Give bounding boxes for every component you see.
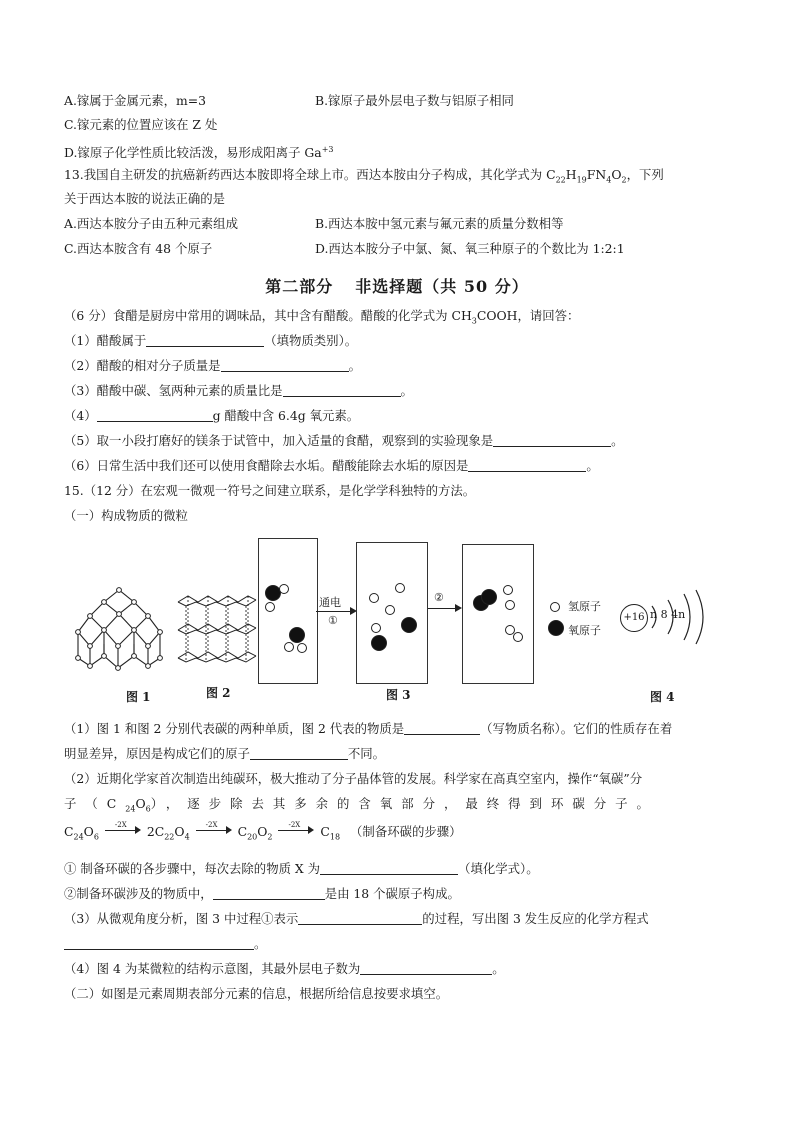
q14-sub1: （1）醋酸属于 （填物质类别）。: [64, 333, 358, 348]
answer-blank[interactable]: [64, 936, 254, 950]
arrow-1: [316, 611, 354, 612]
q14-sub2: （2）醋酸的相对分子质量是 。: [64, 358, 361, 373]
q12-option-c: C.镓元素的位置应该在 Z 处: [64, 117, 218, 132]
q13-row-cd: [64, 240, 625, 258]
fig1-label: 图 1: [126, 690, 151, 704]
answer-blank[interactable]: [360, 961, 492, 975]
answer-blank[interactable]: [320, 861, 458, 875]
chain-arrow: -2X: [194, 824, 234, 836]
q15-sub4: （4）图 4 为某微粒的结构示意图，其最外层电子数为 。: [64, 961, 505, 976]
answer-blank[interactable]: [146, 333, 264, 347]
q14-sub6: （6）日常生活中我们还可以使用食醋除去水垢。醋酸能除去水垢的原因是 。: [64, 458, 599, 473]
nucleus: +16: [620, 604, 648, 632]
q15-part1: （一）构成物质的微粒: [64, 508, 188, 523]
q15-sub2-2: ②制备环碳涉及的物质中， 是由 18 个碳原子构成。: [64, 886, 460, 901]
fig4-label: 图 4: [650, 690, 675, 704]
q14-sub3: （3）醋酸中碳、氢两种元素的质量比是 。: [64, 383, 413, 398]
fig3-panel-after: [462, 544, 534, 684]
hydrogen-atom: [297, 643, 307, 653]
oxygen-atom: [371, 635, 387, 651]
q13-option-d: D.西达本胺分子中氯、氮、氧三种原子的个数比为 1:2:1: [315, 241, 625, 256]
arrow-1-label-top: 通电: [319, 596, 341, 609]
oxygen-atom: [289, 627, 305, 643]
graphite-structure-image: [174, 590, 260, 672]
answer-blank[interactable]: [404, 721, 480, 735]
q14-sub4: （4） g 醋酸中含 6.4g 氧元素。: [64, 408, 360, 423]
answer-blank[interactable]: [213, 886, 325, 900]
arrow-2-label: ②: [434, 591, 444, 604]
q15-sub3: （3）从微观角度分析，图 3 中过程①表示 的过程，写出图 3 发生反应的化学方程式: [64, 911, 649, 926]
legend-hydrogen-icon: [550, 602, 560, 612]
legend-hydrogen-label: 氢原子: [568, 600, 601, 613]
atom-structure-diagram: [620, 588, 730, 648]
q12-row-ab: [64, 92, 514, 110]
q15-sub3-line2: 。: [64, 935, 266, 953]
q15-sub2-line2: 子$(C_{24}O_6)$，逐步除去其多余的含氧部分，最终得到环碳分子。: [64, 796, 658, 814]
fig3-panel-middle: [356, 542, 428, 684]
hydrogen-atom: [513, 632, 523, 642]
hydrogen-atom: [284, 642, 294, 652]
q12-option-d: D.镓原子化学性质比较活泼，易形成阳离子 $Ga^{+3}$: [64, 145, 334, 161]
q13-stem-line2: 关于西达本胺的说法正确的是: [64, 191, 226, 206]
q15-part2: （二）如图是元素周期表部分元素的信息，根据所给信息按要求填空。: [64, 986, 449, 1001]
q13-option-c: C.西达本胺含有 48 个原子: [64, 241, 213, 256]
q13-option-a: A.西达本胺分子由五种元素组成: [64, 216, 238, 231]
electron-counts: n 8 4n: [650, 608, 686, 621]
q15-sub2-1: ① 制备环碳的各步骤中，每次去除的物质 X 为 （填化学式）。: [64, 861, 539, 876]
hydrogen-atom: [503, 585, 513, 595]
legend-oxygen-label: 氧原子: [568, 624, 601, 637]
legend-oxygen-icon: [548, 620, 564, 636]
q15-sub1: （1）图 1 和图 2 分别代表碳的两种单质，图 2 代表的物质是 （写物质名称）。它们的性质存在着: [64, 721, 673, 736]
section-title: 第二部分 非选择题（共 50 分）: [265, 277, 529, 296]
q15-figure: [64, 528, 734, 710]
answer-blank[interactable]: [250, 746, 348, 760]
hydrogen-atom: [279, 584, 289, 594]
q13-row-ab: [64, 215, 564, 233]
chain-arrow: -2X: [276, 824, 316, 836]
arrow-head-2: [455, 604, 462, 612]
chain-arrow: -2X: [103, 824, 143, 836]
fig2-label: 图 2: [206, 686, 231, 700]
arrow-1-label-bottom: ①: [328, 614, 338, 627]
q13-option-b: B.西达本胺中氢元素与氟元素的质量分数相等: [315, 216, 564, 231]
answer-blank[interactable]: [97, 408, 213, 422]
q12-option-a: A.镓属于金属元素，m=3: [64, 93, 207, 108]
hydrogen-atom: [265, 602, 275, 612]
q13-stem: 13.我国自主研发的抗癌新药西达本胺即将全球上市。西达本胺由分子构成，其化学式为 $C_{22}H_{19}FN_4O_2$，下列: [64, 167, 664, 185]
hydrogen-atom: [385, 605, 395, 615]
arrow-2: [428, 608, 458, 609]
answer-blank[interactable]: [283, 383, 401, 397]
answer-blank[interactable]: [468, 458, 586, 472]
oxygen-atom: [481, 589, 497, 605]
hydrogen-atom: [395, 583, 405, 593]
q14-stem: （6 分）食醋是厨房中常用的调味品，其中含有醋酸。醋酸的化学式为 $CH_3COOH$，请回答：: [64, 308, 580, 326]
answer-blank[interactable]: [298, 911, 422, 925]
diamond-structure-image: [74, 586, 164, 674]
q12-option-b: B.镓原子最外层电子数与铝原子相同: [315, 93, 514, 108]
hydrogen-atom: [371, 623, 381, 633]
fig3-label: 图 3: [386, 688, 411, 702]
q15-stem: 15.（12 分）在宏观一微观一符号之间建立联系，是化学学科独特的方法。: [64, 483, 476, 498]
q15-sub2-line1: （2）近期化学家首次制造出纯碳环，极大推动了分子晶体管的发展。科学家在高真空室内，操作“氧碳”分: [64, 771, 643, 786]
q14-sub5: （5）取一小段打磨好的镁条于试管中，加入适量的食醋，观察到的实验现象是 。: [64, 433, 624, 448]
answer-blank[interactable]: [221, 358, 349, 372]
hydrogen-atom: [505, 600, 515, 610]
carbon-ring-chain: $C_{24}O_6$ -2X $2C_{22}O_4$ -2X $C_{20}O_2$ -2X $C_{18}$ （制备环碳的步骤）: [64, 821, 462, 842]
q15-sub1-line2: 明显差异，原因是构成它们的原子 不同。: [64, 746, 386, 761]
oxygen-atom: [401, 617, 417, 633]
fig3-panel-before: [258, 538, 318, 684]
answer-blank[interactable]: [493, 433, 611, 447]
hydrogen-atom: [369, 593, 379, 603]
